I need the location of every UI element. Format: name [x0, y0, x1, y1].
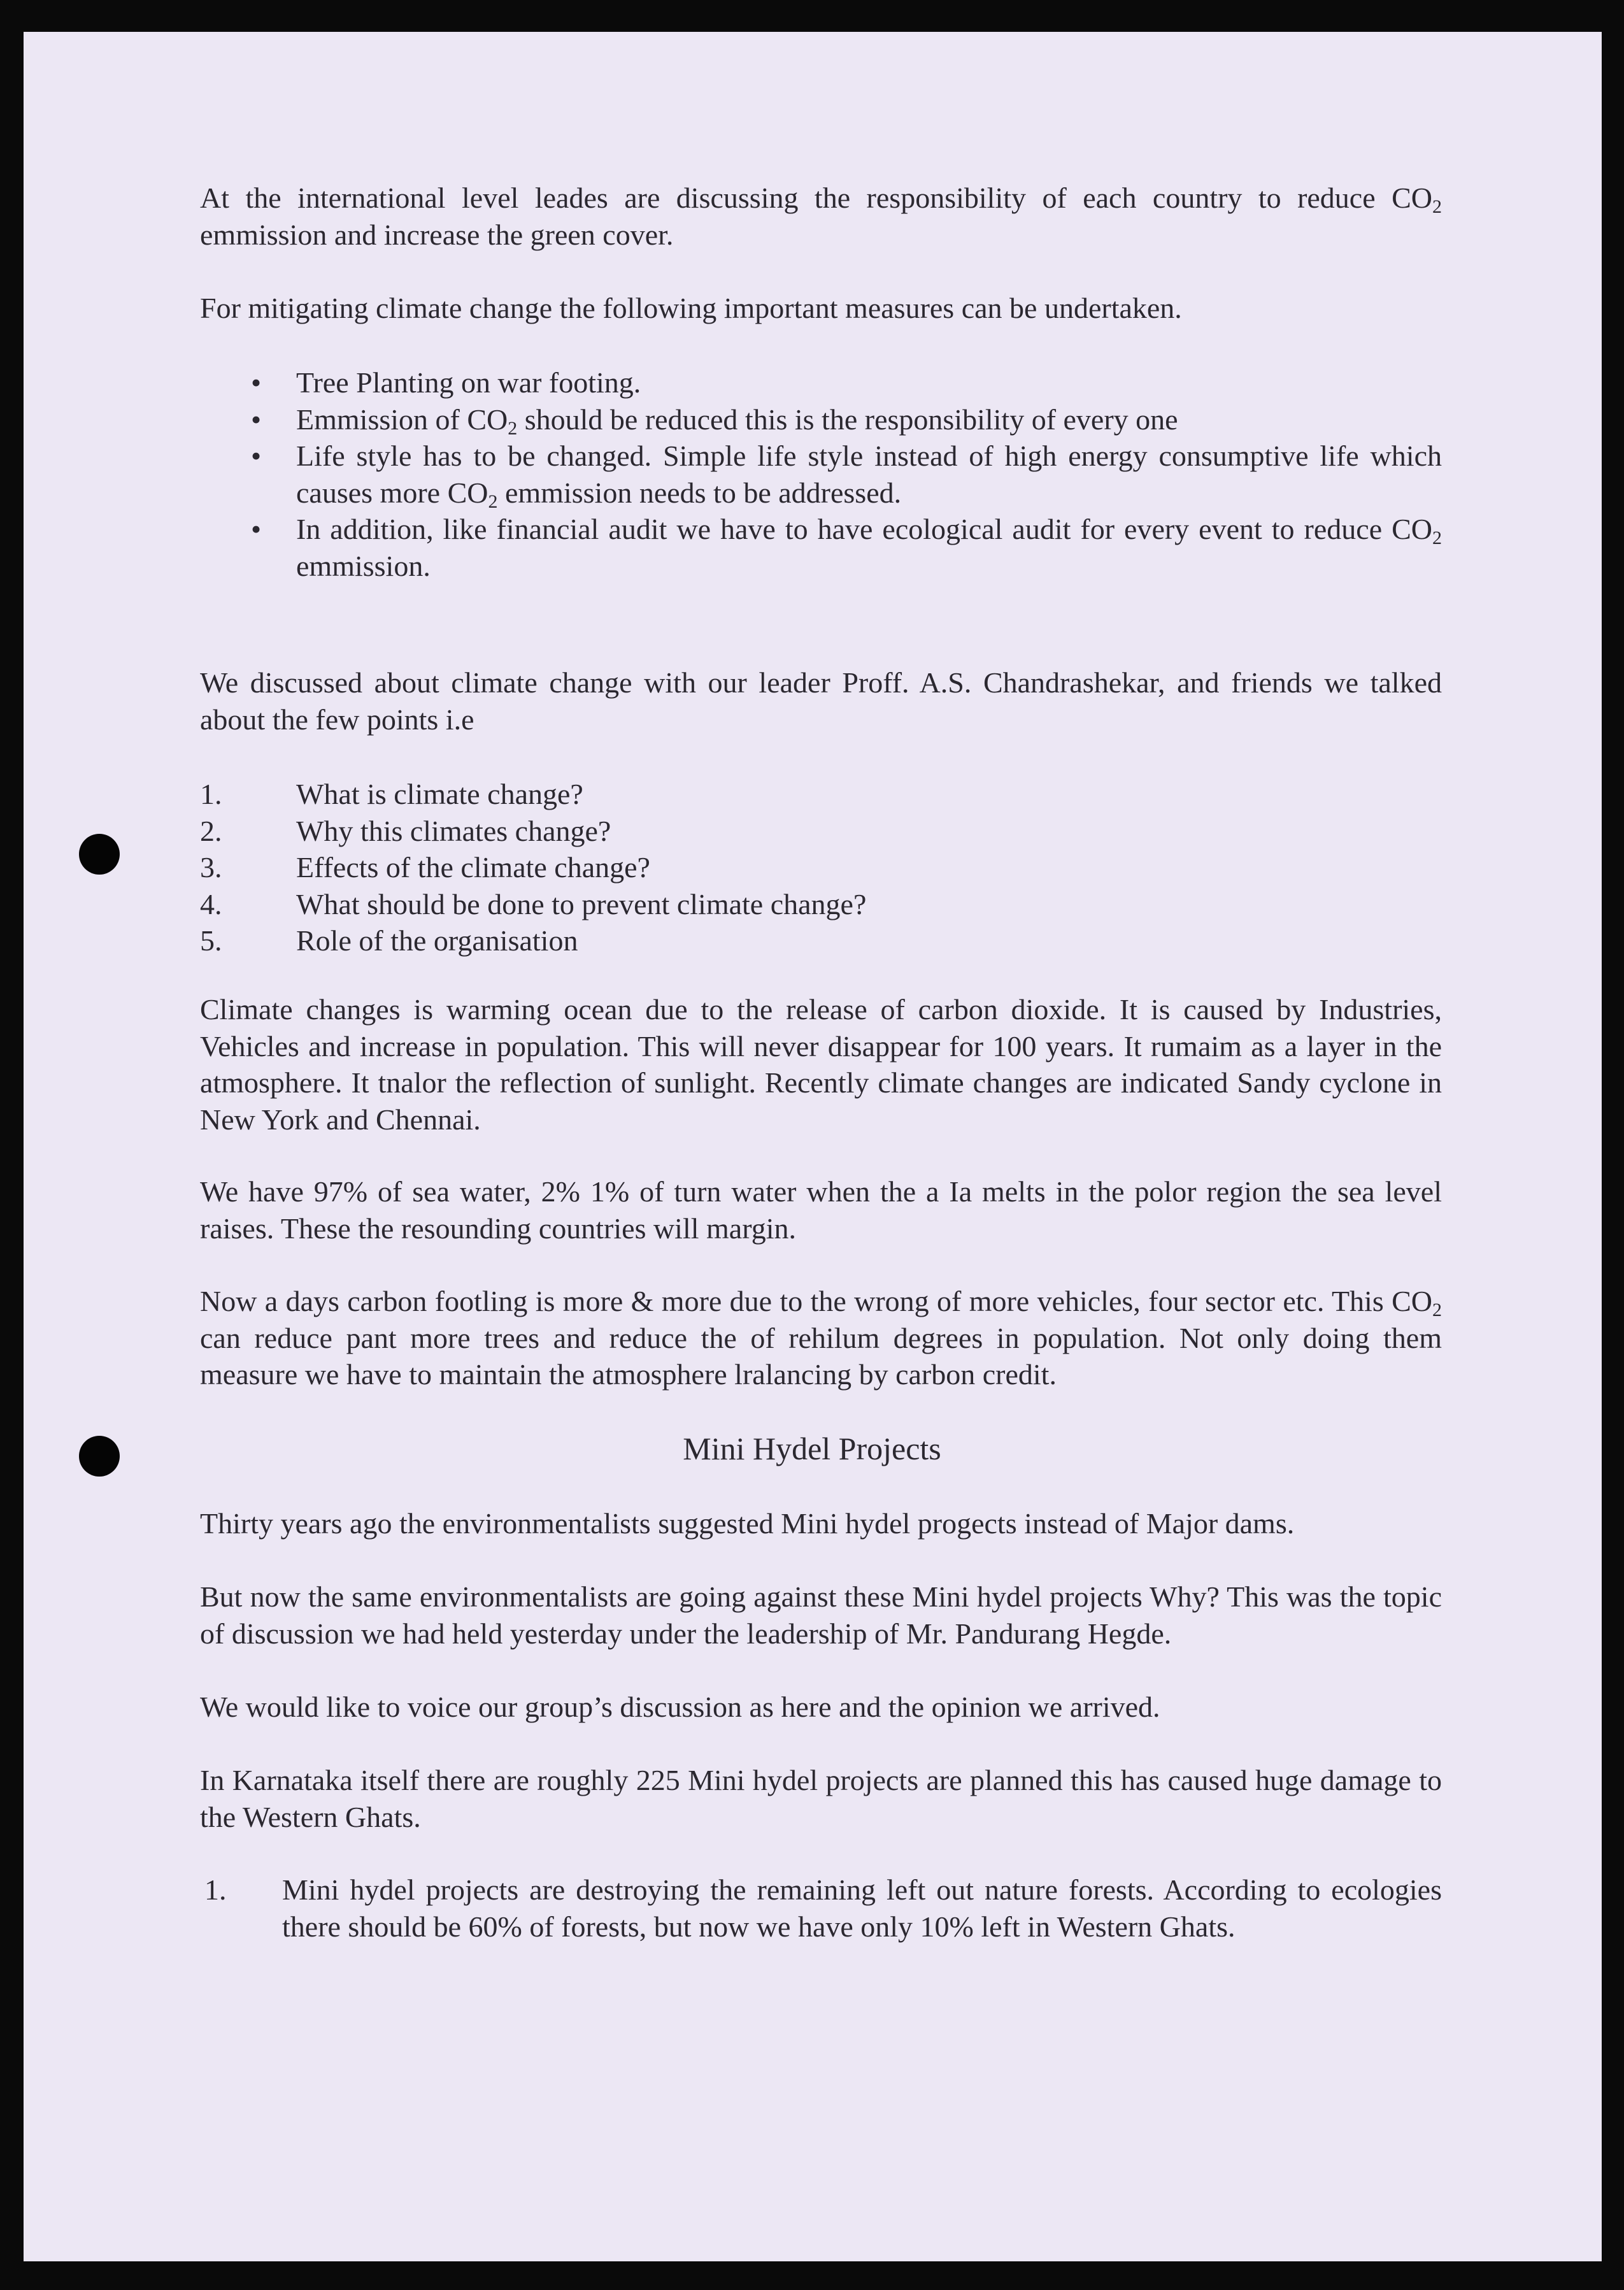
list-item	[204, 1871, 1442, 1945]
text: We have 97% of sea water, 2% 1% of turn water when the a Ia melts in the polor region the sea level raises. These the resounding countries will margin.	[200, 1175, 1442, 1245]
text: In addition, like financial audit we have to have ecological audit for every event to reduce CO	[296, 513, 1432, 545]
bullet-item	[200, 401, 1442, 438]
paragraph-hydel-3	[200, 1689, 1442, 1726]
text: Why this climates change?	[296, 814, 611, 847]
text: emmission.	[296, 549, 431, 582]
numbered-list	[200, 776, 1442, 959]
text: We would like to voice our group’s discussion as here and the opinion we arrived.	[200, 1691, 1160, 1723]
list-item	[200, 813, 1442, 850]
text: At the international level leades are discussing the responsibility of each country to reduce CO	[200, 182, 1432, 214]
hydel-numbered-list	[204, 1871, 1442, 1945]
text: Climate changes is warming ocean due to the release of carbon dioxide. It is caused by Industries, Vehicles and increase in population. This will never disappear for 100 years. It rumaim as a layer in the atmosphere. It tnalor the reflection of sunlight. Recently climate changes are indicated Sandy cyclone in New York and Chennai.	[200, 993, 1442, 1136]
text: emmission needs to be addressed.	[497, 476, 902, 509]
bullet-list	[200, 364, 1442, 584]
list-item	[200, 922, 1442, 959]
text: should be reduced this is the responsibility of every one	[517, 403, 1178, 436]
bullet-icon: •	[251, 513, 262, 545]
list-number: 2.	[200, 814, 222, 847]
paragraph-discussion	[200, 664, 1442, 738]
bullet-icon: •	[251, 440, 262, 472]
text: Effects of the climate change?	[296, 851, 650, 884]
list-number: 5.	[200, 924, 222, 957]
paragraph-hydel-1	[200, 1505, 1442, 1542]
text: But now the same environmentalists are going against these Mini hydel projects Why? This was the topic of discussion we had held yesterday under the leadership of Mr. Pandurang Hegde.	[200, 1580, 1442, 1650]
list-item	[200, 776, 1442, 813]
bullet-icon: •	[251, 403, 262, 436]
paragraph-carbon	[200, 1283, 1442, 1393]
paragraph-intro	[200, 180, 1442, 253]
bullet-item	[200, 438, 1442, 511]
subscript: 2	[1432, 1299, 1442, 1320]
subscript: 2	[1432, 527, 1442, 548]
list-number: 4.	[200, 887, 222, 920]
text: Emmission of CO	[296, 403, 508, 436]
paragraph-hydel-2	[200, 1578, 1442, 1652]
text: What is climate change?	[296, 778, 583, 810]
text: We discussed about climate change with our leader Proff. A.S. Chandrashekar, and friends we talked about the few points i.e	[200, 666, 1442, 736]
text: Life style has to be changed. Simple life style instead of high energy consumptive life which causes more CO	[296, 440, 1442, 509]
subscript: 2	[1432, 196, 1442, 217]
text: emmission and increase the green cover.	[200, 218, 674, 251]
text: Now a days carbon footling is more & more due to the wrong of more vehicles, four sector etc. This CO	[200, 1285, 1432, 1317]
paragraph-climate-change	[200, 991, 1442, 1138]
bullet-item	[200, 364, 1442, 401]
list-number: 1.	[200, 778, 222, 810]
text: Tree Planting on war footing.	[296, 366, 641, 399]
section-heading: Mini Hydel Projects	[683, 1431, 941, 1466]
subscript: 2	[508, 417, 518, 439]
text: Thirty years ago the environmentalists suggested Mini hydel progects instead of Major dams.	[200, 1507, 1295, 1540]
text: can reduce pant more trees and reduce the of rehilum degrees in population. Not only doing them measure we have to maintain the atmosphere lralancing by carbon credit.	[200, 1321, 1442, 1391]
list-item	[200, 886, 1442, 923]
bullet-item	[200, 511, 1442, 584]
paragraph-hydel-4	[200, 1762, 1442, 1835]
bullet-icon: •	[251, 366, 262, 399]
text: In Karnataka itself there are roughly 225 Mini hydel projects are planned this has caused huge damage to the Western Ghats.	[200, 1764, 1442, 1833]
punch-hole	[79, 834, 120, 875]
text: Mini hydel projects are destroying the remaining left out nature forests. According to ecologies there should be 60% of forests, but now we have only 10% left in Western Ghats.	[282, 1873, 1442, 1943]
list-item	[200, 849, 1442, 886]
text: What should be done to prevent climate change?	[296, 887, 867, 920]
subscript: 2	[488, 490, 498, 512]
paragraph-measures	[200, 290, 1442, 327]
text: Role of the organisation	[296, 924, 578, 957]
paragraph-sea-water	[200, 1173, 1442, 1247]
text: For mitigating climate change the following important measures can be undertaken.	[200, 292, 1182, 324]
list-number: 3.	[200, 851, 222, 884]
list-number: 1.	[204, 1873, 227, 1906]
